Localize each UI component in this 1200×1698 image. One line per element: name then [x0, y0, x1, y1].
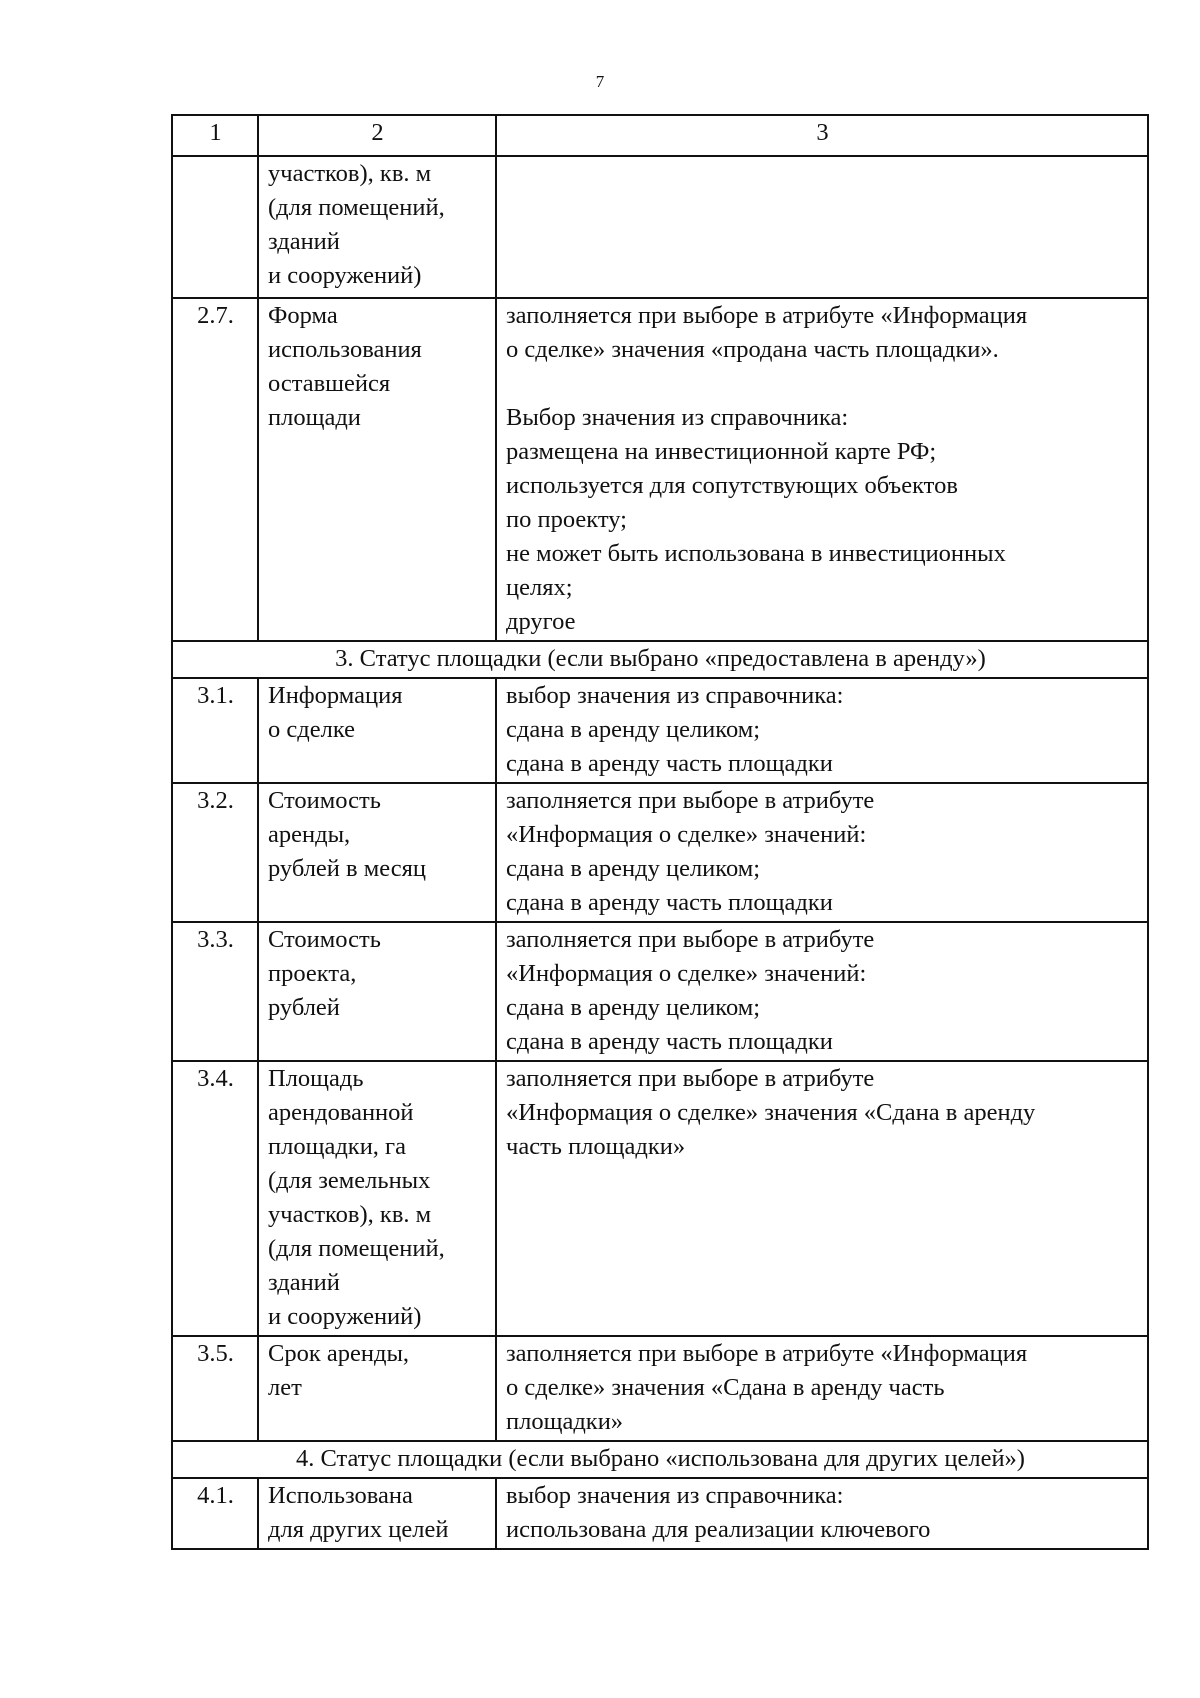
section-heading: 3. Статус площадки (если выбрано «предоставлена в аренду»)	[172, 641, 1148, 678]
table-header-row	[172, 115, 1148, 156]
attribute-description: заполняется при выборе в атрибуте «Информация о сделке» значений: сдана в аренду целиком; сдана в аренду часть площадки	[496, 922, 1148, 1061]
row-number	[172, 156, 258, 298]
attribute-description: заполняется при выборе в атрибуте «Информация о сделке» значения «Сдана в аренду часть площадки»	[496, 1061, 1148, 1336]
attribute-name: Форма использования оставшейся площади	[258, 298, 496, 641]
header-col-3: 3	[496, 115, 1148, 156]
table-row	[172, 783, 1148, 922]
attribute-name: Срок аренды, лет	[258, 1336, 496, 1441]
section-row	[172, 641, 1148, 678]
row-number: 3.3.	[172, 922, 258, 1061]
attribute-name: Площадь арендованной площадки, га (для земельных участков), кв. м (для помещений, зданий и сооружений)	[258, 1061, 496, 1336]
table-row	[172, 1061, 1148, 1336]
section-heading: 4. Статус площадки (если выбрано «использована для других целей»)	[172, 1441, 1148, 1478]
table-row	[172, 1336, 1148, 1441]
table-row	[172, 678, 1148, 783]
attribute-description: заполняется при выборе в атрибуте «Информация о сделке» значения «Сдана в аренду часть площадки»	[496, 1336, 1148, 1441]
attribute-name: Стоимость аренды, рублей в месяц	[258, 783, 496, 922]
header-col-1: 1	[172, 115, 258, 156]
table-row	[172, 922, 1148, 1061]
row-number: 3.4.	[172, 1061, 258, 1336]
table-row	[172, 1478, 1148, 1549]
row-number: 3.5.	[172, 1336, 258, 1441]
attribute-name: Использована для других целей	[258, 1478, 496, 1549]
attribute-description: заполняется при выборе в атрибуте «Информация о сделке» значений: сдана в аренду целиком; сдана в аренду часть площадки	[496, 783, 1148, 922]
attribute-description: заполняется при выборе в атрибуте «Информация о сделке» значения «продана часть площадки». Выбор значения из справочника: размещена на инвестиционной карте РФ; используется для сопутствующих объектов по проекту; не может быть использована в инвестиционных целях; другое	[496, 298, 1148, 641]
attribute-description: выбор значения из справочника: использована для реализации ключевого	[496, 1478, 1148, 1549]
section-row	[172, 1441, 1148, 1478]
table-row	[172, 298, 1148, 641]
attribute-description	[496, 156, 1148, 298]
attribute-name: Стоимость проекта, рублей	[258, 922, 496, 1061]
table-row	[172, 156, 1148, 298]
attribute-description: выбор значения из справочника: сдана в аренду целиком; сдана в аренду часть площадки	[496, 678, 1148, 783]
header-col-2: 2	[258, 115, 496, 156]
attribute-name: участков), кв. м (для помещений, зданий и сооружений)	[258, 156, 496, 298]
row-number: 4.1.	[172, 1478, 258, 1549]
attribute-name: Информация о сделке	[258, 678, 496, 783]
row-number: 3.1.	[172, 678, 258, 783]
page-number: 7	[595, 72, 605, 91]
attributes-table	[171, 114, 1149, 1550]
row-number: 3.2.	[172, 783, 258, 922]
row-number: 2.7.	[172, 298, 258, 641]
